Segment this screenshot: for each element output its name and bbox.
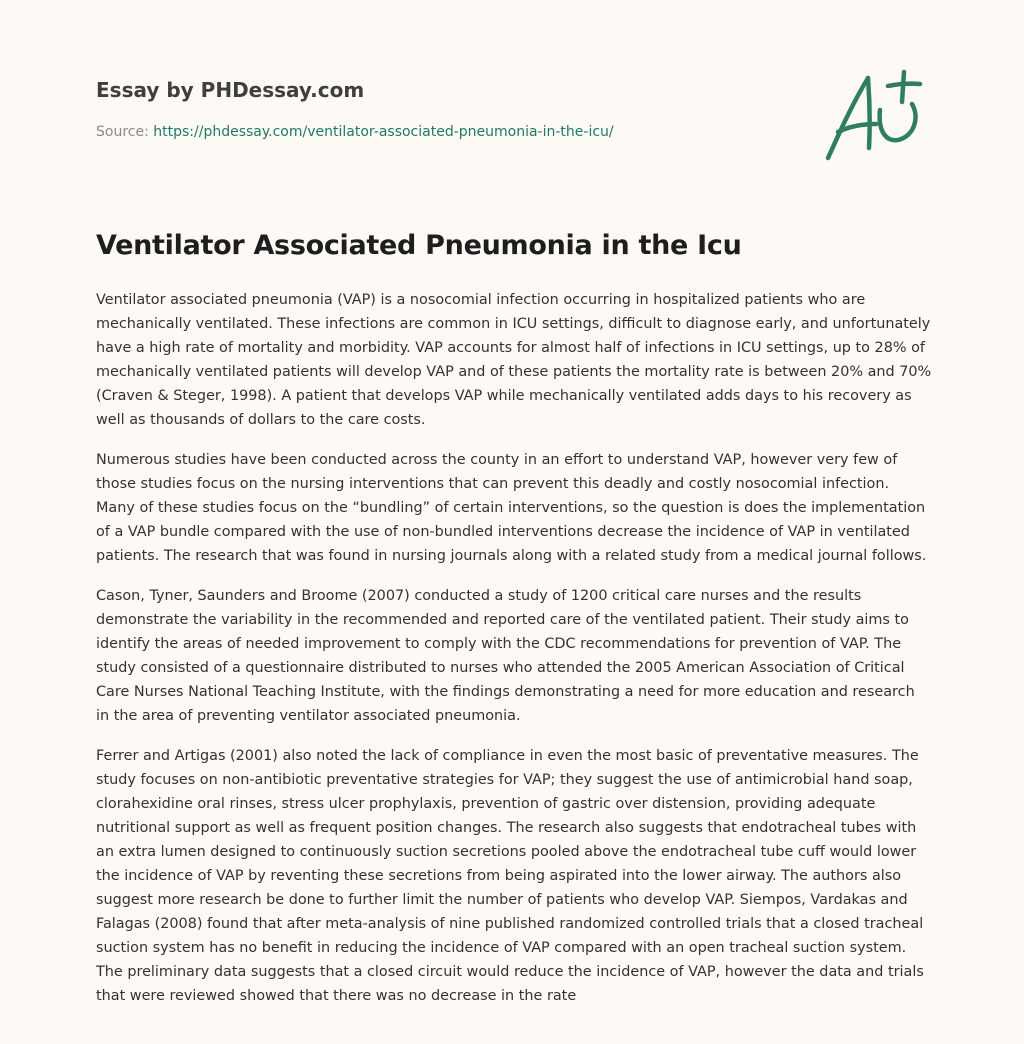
a-plus-grade-icon <box>820 66 930 166</box>
site-title: Essay by PHDessay.com <box>96 78 365 102</box>
essay-title: Ventilator Associated Pneumonia in the Icu <box>96 230 742 261</box>
essay-paragraph: Ventilator associated pneumonia (VAP) is a nosocomial infection occurring in hospitalized patients who are mechanically ventilated. These infections are common in ICU settings, difficult to diagnose early, and unfortunately have a high rate of mortality and morbidity. VAP accounts for almost half of infections in ICU settings, up to 28% of mechanically ventilated patients will develop VAP and of these patients the mortality rate is between 20% and 70% (Craven & Steger, 1998). A patient that develops VAP while mechanically ventilated adds days to his recovery as well as thousands of dollars to the care costs. <box>96 292 932 428</box>
essay-body <box>96 226 932 1024</box>
essay-paragraph: Ferrer and Artigas (2001) also noted the lack of compliance in even the most basic of preventative measures. The study focuses on non-antibiotic preventative strategies for VAP; they suggest the use of antimicrobial hand soap, clorahexidine oral rinses, stress ulcer prophylaxis, prevention of gastric over distension, providing adequate nutritional support as well as frequent position changes. The research also suggests that endotracheal tubes with an extra lumen designed to continuously suction secretions pooled above the endotracheal tube cuff would lower the incidence of VAP by reventing these secretions from being aspirated into the lower airway. The authors also suggest more research be done to further limit the number of patients who develop VAP. Siempos, Vardakas and Falagas (2008) found that after meta-analysis of nine published randomized controlled trials that a closed tracheal suction system has no benefit in reducing the incidence of VAP compared with an open tracheal suction system. The preliminary data suggests that a closed circuit would reduce the incidence of VAP, however the data and trials that were reviewed showed that there was no decrease in the rate <box>96 748 924 1004</box>
source-link[interactable]: https://phdessay.com/ventilator-associated-pneumonia-in-the-icu/ <box>153 124 614 140</box>
essay-paragraph: Cason, Tyner, Saunders and Broome (2007) conducted a study of 1200 critical care nurses and the results demonstrate the variability in the recommended and reported care of the ventilated patient. Their study aims to identify the areas of needed improvement to comply with the CDC recommendations for prevention of VAP. The study consisted of a questionnaire distributed to nurses who attended the 2005 American Association of Critical Care Nurses National Teaching Institute, with the findings demonstrating a need for more education and research in the area of preventing ventilator associated pneumonia. <box>96 588 915 724</box>
source-label: Source: <box>96 124 154 140</box>
source-line <box>96 122 796 142</box>
essay-paragraph: Numerous studies have been conducted across the county in an effort to understand VAP, however very few of those studies focus on the nursing interventions that can prevent this deadly and costly nosocomial infection. Many of these studies focus on the “bundling” of certain interventions, so the question is does the implementation of a VAP bundle compared with the use of non-bundled interventions decrease the incidence of VAP in ventilated patients. The research that was found in nursing journals along with a related study from a medical journal follows. <box>96 452 927 564</box>
essay-header <box>96 76 796 142</box>
